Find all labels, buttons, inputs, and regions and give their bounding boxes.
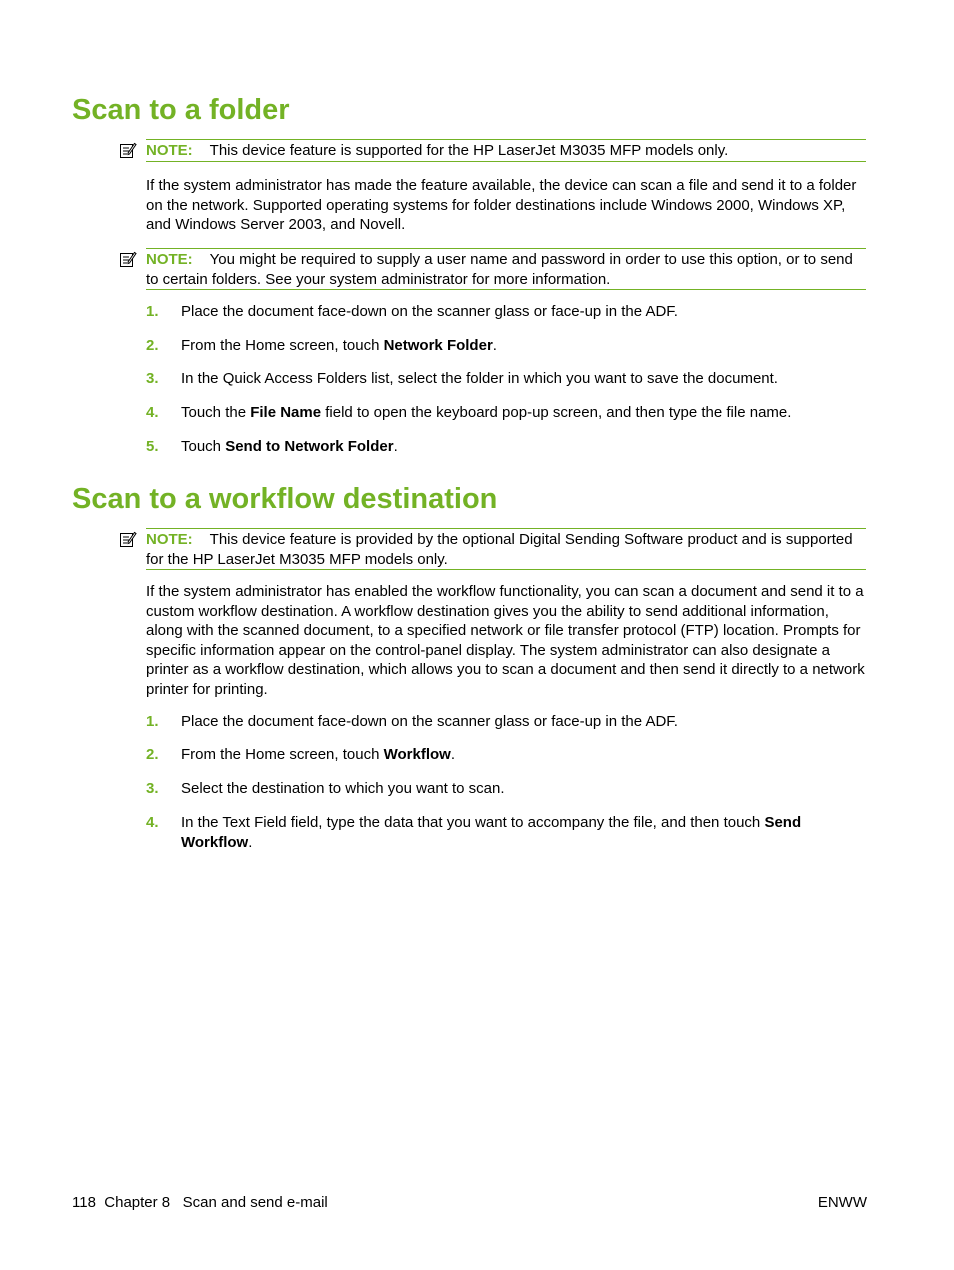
chapter-title: Scan and send e-mail (182, 1194, 328, 1211)
step-text: Place the document face-down on the scanner glass or face-up in the ADF. (181, 713, 678, 730)
step-text: From the Home screen, touch Network Folder. (181, 337, 497, 354)
step-number: 2. (146, 337, 159, 354)
step-text: Touch the File Name field to open the keyboard pop-up screen, and then type the file name. (181, 404, 792, 421)
footer-left (72, 1193, 328, 1213)
note-label: NOTE: (146, 251, 193, 268)
section-heading-scan-to-workflow: Scan to a workflow destination (72, 483, 498, 515)
step-text: In the Text Field field, type the data that you want to accompany the file, and then touch Send Workflow. (181, 814, 802, 851)
step-text: From the Home screen, touch Workflow. (181, 746, 455, 763)
step-text: Touch Send to Network Folder. (181, 438, 398, 455)
step-number: 2. (146, 746, 159, 763)
step-number: 4. (146, 814, 159, 831)
step-number: 3. (146, 780, 159, 797)
note-label: NOTE: (146, 531, 193, 548)
body-paragraph: If the system administrator has enabled the workflow functionality, you can scan a document and send it to a custom workflow destination. A workflow destination gives you the ability to send additional information, along with the scanned document, to a specified network or file transfer protocol (FTP) location. Prompts for specific information appear on the control-panel display. The system administrator can also designate a printer as a workflow destination, which allows you to scan a document and then send it directly to a network printer for printing. (146, 583, 865, 698)
footer-right: ENWW (817, 1194, 867, 1211)
page-number: 118 (72, 1194, 96, 1211)
note-icon (119, 141, 137, 159)
chapter-label: Chapter 8 (104, 1194, 171, 1211)
note-box (146, 139, 866, 162)
step-number: 1. (146, 303, 159, 320)
note-text: You might be required to supply a user name and password in order to use this option, or to send to certain folders. See your system administrator for more information. (146, 251, 853, 288)
note-icon (119, 250, 137, 268)
note-label: NOTE: (146, 142, 193, 159)
note-box (146, 248, 866, 290)
body-paragraph: If the system administrator has made the feature available, the device can scan a file and send it to a folder on the network. Supported operating systems for folder destinations include Windows 2000, Windows XP, and Windows Server 2003, and Novell. (146, 177, 857, 233)
note-text: This device feature is provided by the optional Digital Sending Software product and is supported for the HP LaserJet M3035 MFP models only. (146, 531, 853, 568)
note-text: This device feature is supported for the HP LaserJet M3035 MFP models only. (209, 142, 729, 159)
step-number: 1. (146, 713, 159, 730)
step-text: Select the destination to which you want to scan. (181, 780, 505, 797)
section-heading-scan-to-folder: Scan to a folder (72, 94, 290, 126)
step-number: 3. (146, 370, 159, 387)
step-number: 4. (146, 404, 159, 421)
note-icon (119, 530, 137, 548)
step-text: Place the document face-down on the scanner glass or face-up in the ADF. (181, 303, 678, 320)
step-number: 5. (146, 438, 159, 455)
step-text: In the Quick Access Folders list, select the folder in which you want to save the document. (181, 370, 778, 387)
note-box (146, 528, 866, 570)
